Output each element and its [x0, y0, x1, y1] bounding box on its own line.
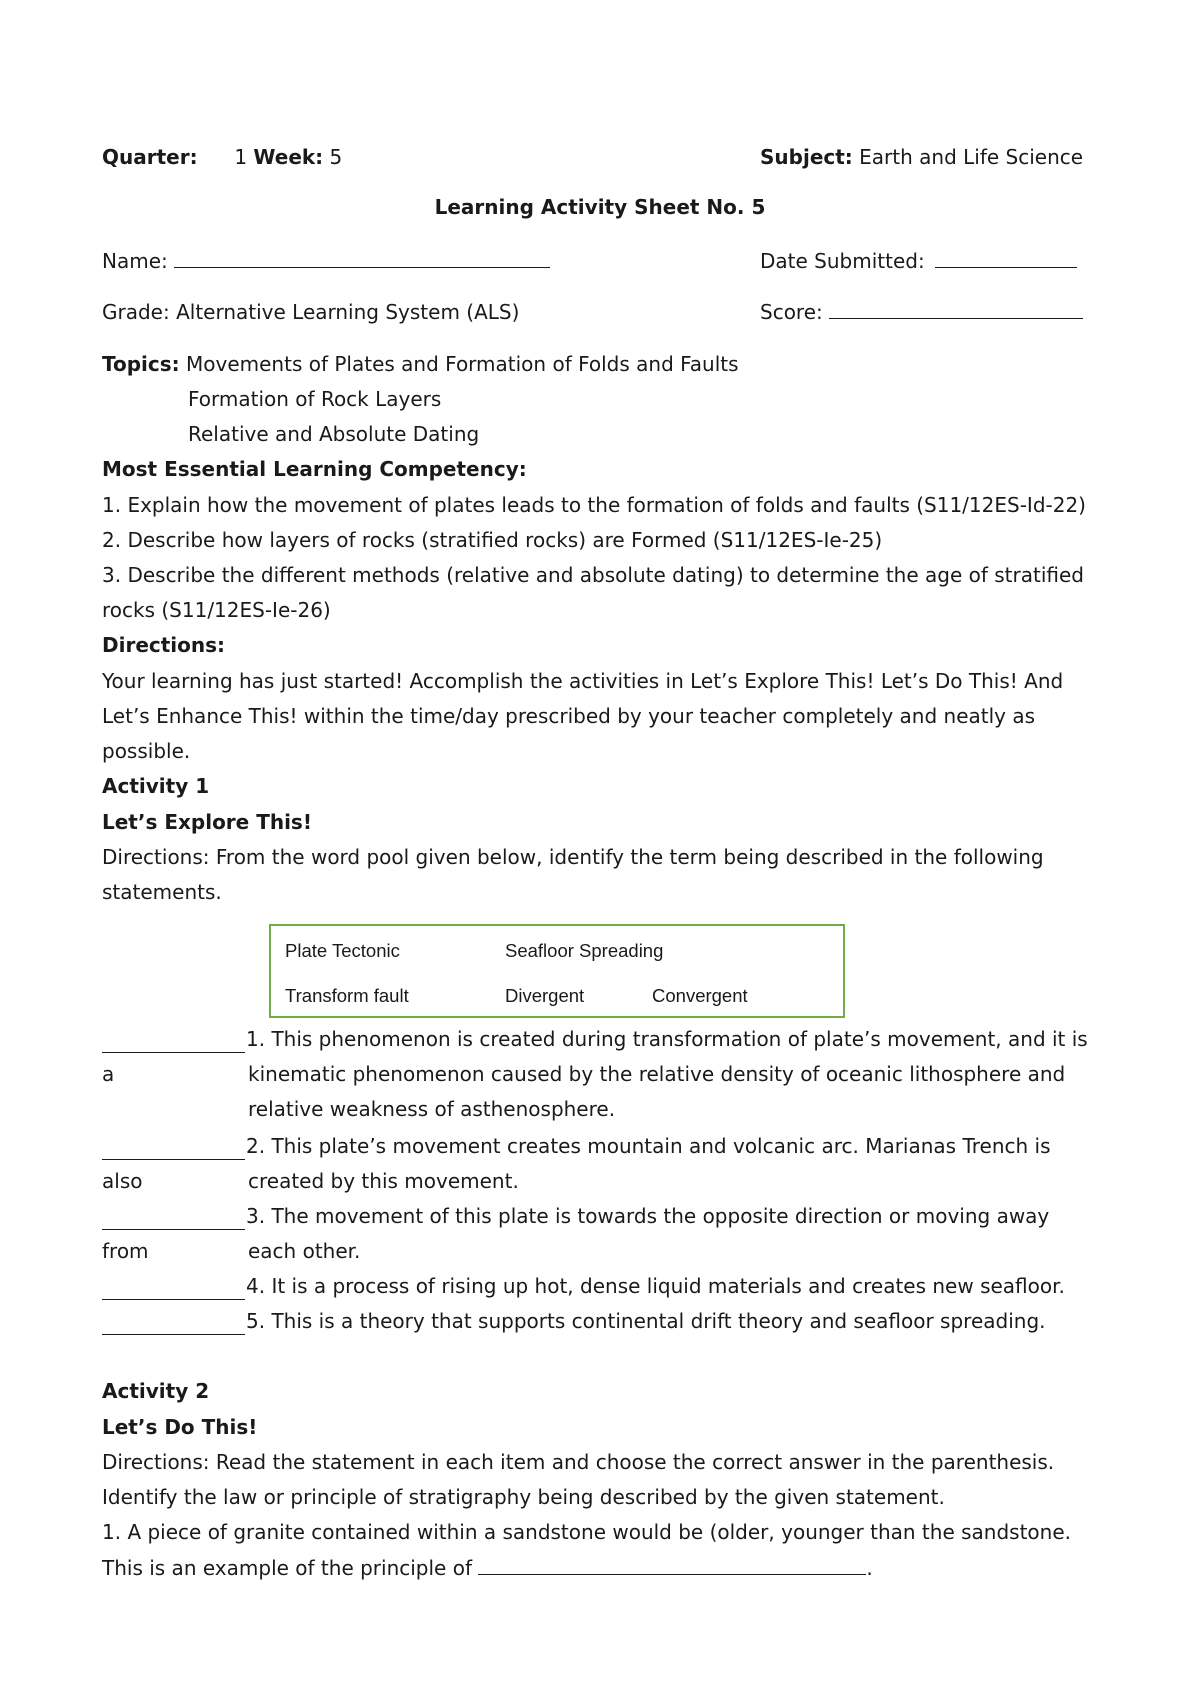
- date-submitted-label: Date Submitted:: [760, 249, 925, 273]
- period: .: [866, 1556, 873, 1580]
- competency-line: 3. Describe the different methods (relative and absolute dating) to determine the age of stratified: [102, 563, 1084, 587]
- word-pool-term: Transform fault: [285, 985, 409, 1006]
- grade-line: [102, 300, 519, 324]
- answer-blank[interactable]: [102, 1281, 245, 1300]
- week-label: Week:: [253, 145, 324, 169]
- topics-line: [102, 352, 739, 376]
- question-lead-word: also: [102, 1169, 143, 1193]
- quarter-week-line: [102, 145, 342, 169]
- activity2-directions-line: Identify the law or principle of stratigraphy being described by the given statement.: [102, 1485, 945, 1509]
- activity1-heading: Activity 1: [102, 774, 210, 798]
- name-label: Name:: [102, 249, 168, 273]
- directions-heading: Directions:: [102, 633, 226, 657]
- topic-item: Movements of Plates and Formation of Folds and Faults: [186, 352, 739, 376]
- question-lead-word: a: [102, 1062, 115, 1086]
- question-line: 2. This plate’s movement creates mountain and volcanic arc. Marianas Trench is: [246, 1134, 1051, 1158]
- question-line: 3. The movement of this plate is towards the opposite direction or moving away: [246, 1204, 1050, 1228]
- quarter-label: Quarter:: [102, 145, 198, 169]
- directions-line: Let’s Enhance This! within the time/day prescribed by your teacher completely and neatly as: [102, 704, 1036, 728]
- principle-answer-blank[interactable]: [478, 1556, 866, 1575]
- question-line: created by this movement.: [248, 1169, 519, 1193]
- score-field[interactable]: [760, 300, 1083, 324]
- activity2-question-line: 1. A piece of granite contained within a sandstone would be (older, younger than the sandstone.: [102, 1520, 1071, 1544]
- activity2-directions-line: Directions: Read the statement in each item and choose the correct answer in the parenthesis.: [102, 1450, 1055, 1474]
- word-pool-box: [269, 924, 845, 1018]
- subject-value: Earth and Life Science: [859, 145, 1084, 169]
- question-lead-word: from: [102, 1239, 149, 1263]
- answer-blank[interactable]: [102, 1211, 245, 1230]
- name-field[interactable]: [102, 249, 550, 273]
- answer-blank[interactable]: [102, 1034, 245, 1053]
- topics-label: Topics:: [102, 352, 180, 376]
- word-pool-term: Seafloor Spreading: [505, 940, 664, 961]
- word-pool-term: Divergent: [505, 985, 585, 1006]
- topic-item: Relative and Absolute Dating: [188, 422, 480, 446]
- date-submitted-blank[interactable]: [935, 249, 1077, 268]
- competency-line: rocks (S11/12ES-Ie-26): [102, 598, 331, 622]
- competency-line: 1. Explain how the movement of plates leads to the formation of folds and faults (S11/12ES-Id-22): [102, 493, 1086, 517]
- date-submitted-field[interactable]: [760, 249, 1077, 273]
- word-pool-term: Plate Tectonic: [285, 940, 400, 961]
- activity1-subheading: Let’s Explore This!: [102, 810, 312, 834]
- question-line: 1. This phenomenon is created during transformation of plate’s movement, and it is: [246, 1027, 1088, 1051]
- competency-heading: Most Essential Learning Competency:: [102, 457, 527, 481]
- score-blank[interactable]: [829, 300, 1083, 319]
- week-value: 5: [329, 145, 343, 169]
- grade-value: Alternative Learning System (ALS): [176, 300, 520, 324]
- activity2-heading: Activity 2: [102, 1379, 210, 1403]
- score-label: Score:: [760, 300, 823, 324]
- topic-item: Formation of Rock Layers: [188, 387, 442, 411]
- question-line: 4. It is a process of rising up hot, dense liquid materials and creates new seafloor.: [246, 1274, 1065, 1298]
- answer-blank[interactable]: [102, 1316, 245, 1335]
- answer-blank[interactable]: [102, 1141, 245, 1160]
- quarter-value: 1: [234, 145, 248, 169]
- principle-prompt: This is an example of the principle of: [102, 1556, 472, 1580]
- sheet-title: Learning Activity Sheet No. 5: [434, 195, 766, 219]
- activity2-question-line: [102, 1556, 873, 1580]
- activity1-directions-line: Directions: From the word pool given below, identify the term being described in the following: [102, 845, 1044, 869]
- word-pool-term: Convergent: [652, 985, 748, 1006]
- grade-label: Grade:: [102, 300, 170, 324]
- subject-line: [760, 145, 1083, 169]
- directions-line: Your learning has just started! Accomplish the activities in Let’s Explore This! Let’s Do This! And: [102, 669, 1064, 693]
- activity2-subheading: Let’s Do This!: [102, 1415, 258, 1439]
- directions-line: possible.: [102, 739, 191, 763]
- activity1-directions-line: statements.: [102, 880, 222, 904]
- question-line: 5. This is a theory that supports continental drift theory and seafloor spreading.: [246, 1309, 1046, 1333]
- name-blank[interactable]: [174, 249, 550, 268]
- question-line: kinematic phenomenon caused by the relative density of oceanic lithosphere and: [248, 1062, 1066, 1086]
- question-line: each other.: [248, 1239, 361, 1263]
- competency-line: 2. Describe how layers of rocks (stratified rocks) are Formed (S11/12ES-Ie-25): [102, 528, 883, 552]
- question-line: relative weakness of asthenosphere.: [248, 1097, 616, 1121]
- subject-label: Subject:: [760, 145, 853, 169]
